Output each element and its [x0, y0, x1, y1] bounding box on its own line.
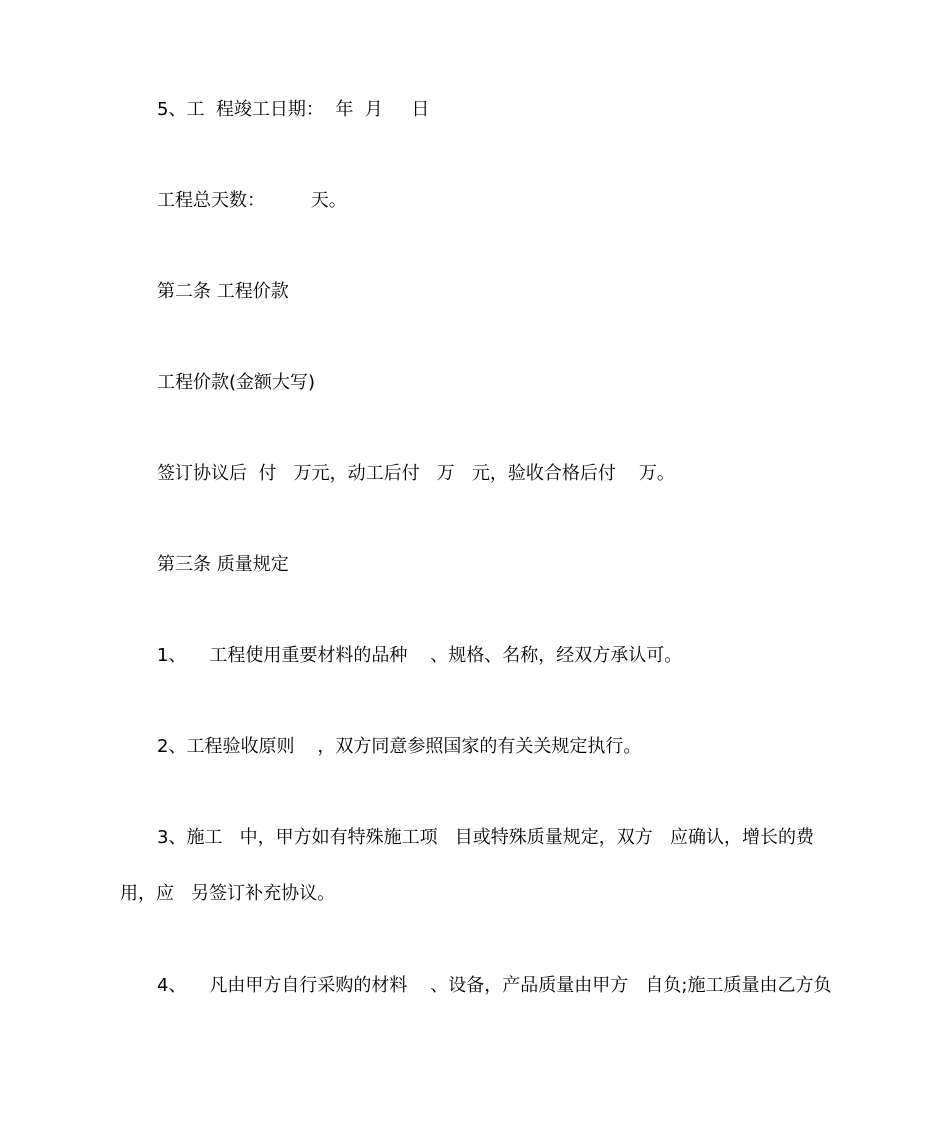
paragraph-completion-date: 5、工 程竣工日期： 年 月 日	[157, 99, 430, 120]
paragraph-total-days: 工程总天数： 天。	[157, 190, 347, 211]
paragraph-clause-2: 2、工程验收原则 ，双方同意参照国家的有关关规定执行。	[157, 736, 642, 757]
paragraph-clause-3: 3、施工 中，甲方如有特殊施工项 目或特殊质量规定，双方 应确认，增长的费	[157, 827, 814, 848]
paragraph-clause-4: 4、 凡由甲方自行采购的材料 、设备，产品质量由甲方 自负;施工质量由乙方负	[157, 975, 832, 996]
paragraph-clause-3-cont: 用，应 另签订补充协议。	[120, 883, 336, 904]
paragraph-payment-terms: 签订协议后 付 万元，动工后付 万 元，验收合格后付 万。	[157, 463, 675, 484]
paragraph-price-uppercase: 工程价款(金额大写)	[157, 372, 316, 393]
section-heading-2: 第二条 工程价款	[157, 281, 289, 302]
paragraph-clause-1: 1、 工程使用重要材料的品种 、规格、名称，经双方承认可。	[157, 645, 683, 666]
section-heading-3: 第三条 质量规定	[157, 554, 289, 575]
